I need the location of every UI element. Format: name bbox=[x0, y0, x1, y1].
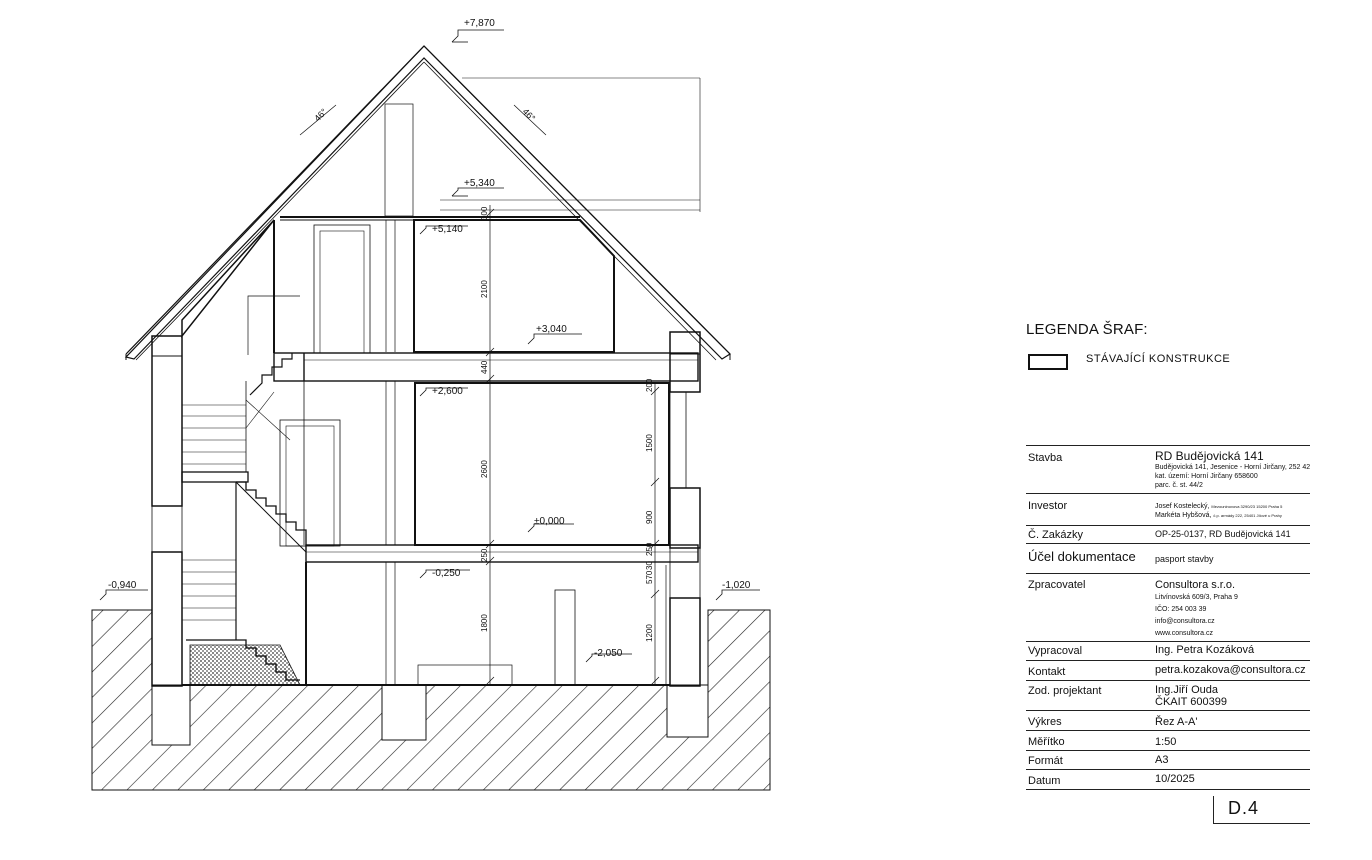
investor-1 bbox=[1155, 502, 1282, 511]
legend-title: LEGENDA ŠRAF: bbox=[1026, 321, 1148, 338]
level-label: -1,020 bbox=[722, 580, 751, 591]
investor-2 bbox=[1155, 511, 1282, 520]
stavba-label: Stavba bbox=[1028, 452, 1063, 464]
stavba-cadastre: kat. území: Horní Jirčany 658600 bbox=[1155, 473, 1258, 480]
ucel-value: pasport stavby bbox=[1155, 554, 1214, 564]
level-label: ±0,000 bbox=[534, 516, 565, 527]
divider bbox=[1026, 710, 1310, 711]
kontakt-value: petra.kozakova@consultora.cz bbox=[1155, 664, 1306, 676]
dim-label: 1200 bbox=[645, 624, 654, 642]
zpracovatel-label: Zpracovatel bbox=[1028, 579, 1086, 591]
vypracoval-value: Ing. Petra Kozáková bbox=[1155, 644, 1255, 656]
legend-item-label: STÁVAJÍCÍ KONSTRUKCE bbox=[1086, 353, 1231, 365]
level-markers bbox=[92, 30, 770, 662]
ucel-label: Účel dokumentace bbox=[1028, 549, 1136, 564]
vypracoval-label: Vypracoval bbox=[1028, 645, 1083, 657]
zakazky-label: Č. Zakázky bbox=[1028, 529, 1084, 541]
dim-label: 2100 bbox=[480, 280, 489, 298]
level-label: +5,140 bbox=[432, 224, 463, 235]
level-label: +5,340 bbox=[464, 178, 495, 189]
dim-label: 440 bbox=[480, 360, 489, 374]
divider bbox=[1026, 445, 1310, 446]
ground-hatch bbox=[92, 610, 770, 790]
stavba-parcel: parc. č. st. 44/2 bbox=[1155, 482, 1203, 489]
projektant-ckait: ČKAIT 600399 bbox=[1155, 696, 1227, 708]
zpracovatel-web: www.consultora.cz bbox=[1155, 630, 1213, 637]
vykres-label: Výkres bbox=[1028, 716, 1062, 728]
vykres-value: Řez A-A' bbox=[1155, 716, 1198, 728]
divider bbox=[1026, 493, 1310, 494]
roof-angle-label: 46° bbox=[312, 106, 329, 124]
investor-1-name: Josef Kostelecký, bbox=[1155, 503, 1210, 510]
divider bbox=[1026, 543, 1310, 544]
level-label: +3,040 bbox=[536, 324, 567, 335]
zakazky-value: OP-25-0137, RD Budějovická 141 bbox=[1155, 529, 1291, 539]
divider bbox=[1026, 750, 1310, 751]
roof-angle-label: 46° bbox=[520, 106, 538, 124]
zpracovatel-email: info@consultora.cz bbox=[1155, 618, 1215, 625]
projektant-name: Ing.Jiří Ouda bbox=[1155, 684, 1218, 696]
divider bbox=[1026, 525, 1310, 526]
investor-label: Investor bbox=[1028, 500, 1068, 512]
kontakt-label: Kontakt bbox=[1028, 666, 1066, 678]
level-label: -0,940 bbox=[108, 580, 137, 591]
legend-swatch bbox=[1028, 354, 1068, 370]
divider bbox=[1026, 789, 1310, 790]
level-label: +2,600 bbox=[432, 386, 463, 397]
investor-1-address: Mezouninovova 3290/23 15200 Praha 5 bbox=[1211, 504, 1283, 509]
level-label: -0,250 bbox=[432, 568, 461, 579]
floor-slab-lower bbox=[306, 545, 698, 562]
stavba-address: Budějovická 141, Jesenice - Horní Jirčany, 252 42 bbox=[1155, 464, 1311, 471]
meritko-value: 1:50 bbox=[1155, 736, 1177, 748]
dim-label: 2600 bbox=[480, 460, 489, 478]
level-label: +7,870 bbox=[464, 18, 495, 29]
investor-2-name: Markéta Hybšová, bbox=[1155, 512, 1212, 519]
dim-label: 1500 bbox=[645, 434, 654, 452]
zpracovatel-address: Litvínovská 609/3, Praha 9 bbox=[1155, 594, 1238, 601]
divider bbox=[1026, 641, 1310, 642]
sheet-number: D.4 bbox=[1228, 798, 1260, 818]
zpracovatel-name: Consultora s.r.o. bbox=[1155, 579, 1236, 591]
format-label: Formát bbox=[1028, 755, 1063, 767]
divider bbox=[1026, 680, 1310, 681]
divider bbox=[1026, 660, 1310, 661]
projektant-label: Zod. projektant bbox=[1028, 685, 1102, 697]
dim-label: 250 bbox=[645, 542, 654, 556]
dim-label: 1800 bbox=[480, 614, 489, 632]
meritko-label: Měřítko bbox=[1028, 736, 1065, 748]
dim-label: 200 bbox=[645, 378, 654, 392]
dimension-lines bbox=[300, 105, 659, 685]
investor-2-address: č.p. armády 222, 25401 Jílové u Prahy bbox=[1213, 513, 1282, 518]
datum-value: 10/2025 bbox=[1155, 773, 1195, 785]
zpracovatel-ico: IČO: 254 003 39 bbox=[1155, 606, 1207, 613]
dim-label: 900 bbox=[645, 510, 654, 524]
datum-label: Datum bbox=[1028, 775, 1061, 787]
divider bbox=[1026, 730, 1310, 731]
dim-label: 250 bbox=[480, 548, 489, 562]
attic-level bbox=[182, 217, 614, 395]
roof bbox=[126, 46, 730, 360]
dim-label: 30 bbox=[645, 561, 654, 570]
ground-floor bbox=[152, 332, 700, 552]
divider bbox=[1026, 769, 1310, 770]
dim-label: 570 bbox=[645, 570, 654, 584]
divider bbox=[1026, 573, 1310, 574]
dim-label: 300 bbox=[480, 206, 489, 220]
level-label: -2,050 bbox=[594, 648, 623, 659]
level-labels bbox=[108, 18, 751, 659]
format-value: A3 bbox=[1155, 754, 1169, 766]
stavba-value: RD Budějovická 141 bbox=[1155, 449, 1264, 463]
